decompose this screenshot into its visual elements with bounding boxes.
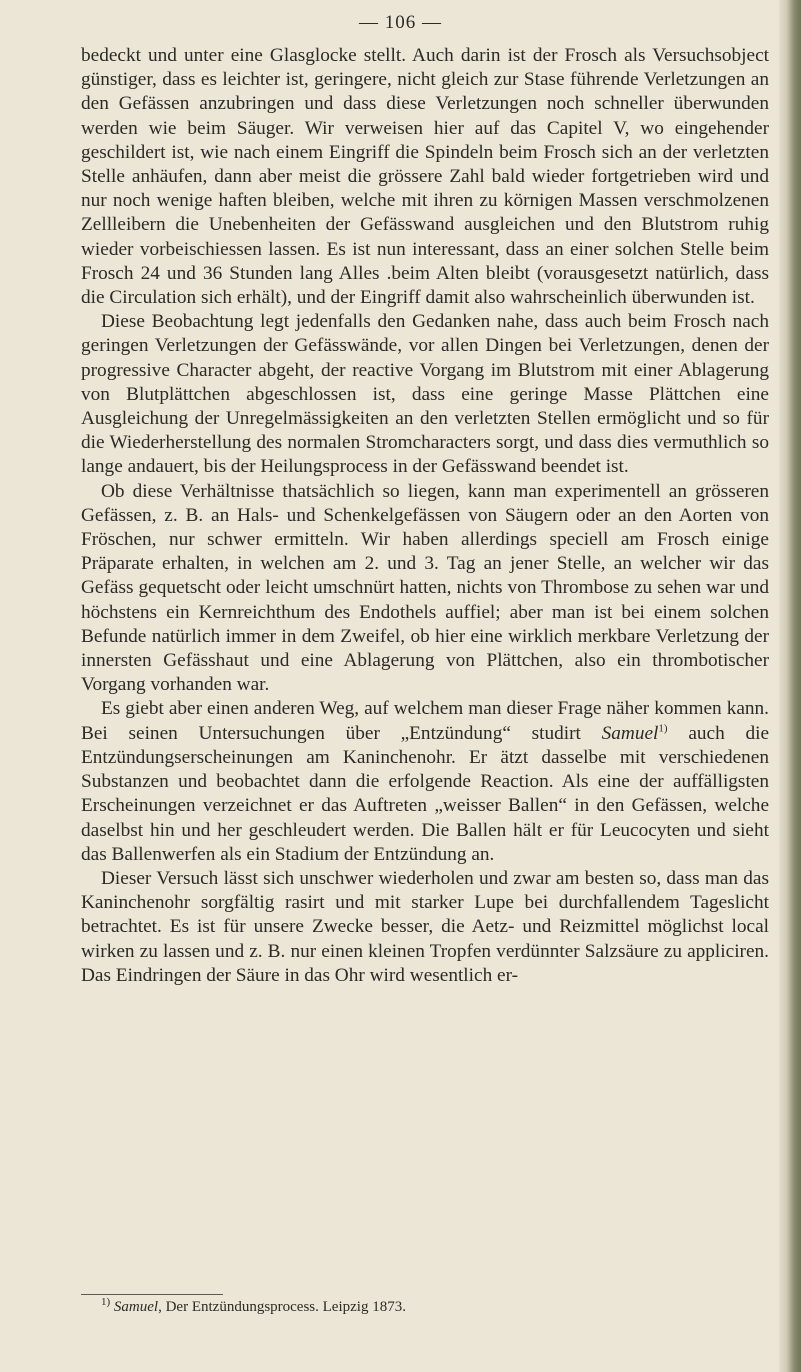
page-number: — 106 — <box>359 12 442 33</box>
footnote <box>101 1298 761 1316</box>
footnote-reference[interactable]: 1) <box>658 722 668 735</box>
page-edge-shadow <box>779 0 801 1372</box>
paragraph-5: Dieser Versuch lässt sich unschwer wiederholen und zwar am besten so, dass man das Kaninchenohr sorgfältig rasirt und mit starker Lupe bei durchfallendem Tageslicht betrachtet. Es ist für unsere Zwecke besser, die Aetz- und Reizmittel möglichst local wirken zu lassen und z. B. nur einen kleinen Tropfen verdünnter Salzsäure zu appliciren. Das Eindringen der Säure in das Ohr wird wesentlich er- <box>81 867 769 986</box>
cited-author: Samuel <box>601 722 659 744</box>
paragraph-4 <box>81 697 769 866</box>
footnote-author: Samuel <box>113 1299 159 1315</box>
paragraph-3: Ob diese Verhältnisse thatsächlich so liegen, kann man experimentell an grösseren Gefässen, z. B. an Hals- und Schenkelgefässen von Säugern oder an den Aorten von Fröschen, nur schwer ermitteln. Wir haben allerdings speciell am Frosch einige Präparate erhalten, in welchen am 2. und 3. Tag an jener Stelle, an welcher wir das Gefäss gequetscht oder leicht umschnürt hatten, nichts von Thrombose zu sehen war und höchstens ein Kernreichthum des Endothels auffiel; aber man ist bei einem solchen Befunde natürlich immer in dem Zweifel, ob hier eine wirklich merkbare Verletzung der innersten Gefässhaut und eine Ablagerung von Plättchen, also ein thrombotischer Vorgang vorhanden war. <box>81 480 769 696</box>
paragraph-2: Diese Beobachtung legt jedenfalls den Gedanken nahe, dass auch beim Frosch nach geringen Verletzungen der Gefässwände, vor allen Dingen bei Verletzungen, denen der progressive Character abgeht, der reactive Vorgang im Blutstrom mit einer Ablagerung von Blutplättchen abgeschlossen ist, dass eine geringe Masse Plättchen eine Ausgleichung der Unregelmässigkeiten an den verletzten Stellen ermöglicht und so für die Wiederherstellung des normalen Stromcharacters sorgt, und dass dies vermuthlich so lange andauert, bis der Heilungsprocess in der Gefässwand beendet ist. <box>81 311 769 478</box>
footnote-marker: 1) <box>101 1296 111 1308</box>
paragraph-1: bedeckt und unter eine Glasglocke stellt. Auch darin ist der Frosch als Versuchsobject günstiger, dass es leichter ist, geringere, nicht gleich zur Stase führende Verletzungen an den Gefässen anzubringen und dass diese Verletzungen noch schneller überwunden werden wie beim Säuger. Wir verweisen hier auf das Capitel V, wo eingehender geschildert ist, wie nach einem Eingriff die Spindeln beim Frosch sich an der verletzten Stelle anhäufen, dann aber meist die grössere Zahl bald wieder fortgetrieben wird und nur noch wenige haften bleiben, welche mit ihren zu körnigen Massen verschmolzenen Zellleibern die Unebenheiten der Gefässwand ausgleichen und den Blutstrom ruhig wieder vorbeischiessen lassen. Es ist nun interessant, dass an einer solchen Stelle beim Frosch 24 und 36 Stunden lang Alles .beim Alten bleibt (vorausgesetzt natürlich, dass die Circulation sich erhält), und der Eingriff damit also wahrscheinlich überwunden ist. <box>81 45 769 309</box>
paragraph-4-text-before: Es giebt aber einen anderen Weg, auf welchem man dieser Frage näher kommen kann. Bei seinen Untersuchungen über „Entzündung“ studirt <box>81 698 769 744</box>
footnote-text: , Der Entzündungsprocess. Leipzig 1873. <box>158 1299 406 1315</box>
paragraph-4-text-after: auch die Entzündungserscheinungen am Kaninchenohr. Er ätzt dasselbe mit verschiedenen Substanzen und beobachtet dann die erfolgende Reaction. Als eine der auffälligsten Erscheinungen verzeichnet er das Auftreten „weisser Ballen“ in den Gefässen, welche daselbst hin und her geschleudert werden. Die Ballen hält er für Leucocyten und sieht das Ballenwerfen als ein Stadium der Entzündung an. <box>81 722 769 865</box>
footnote-divider <box>81 1294 223 1295</box>
body-text <box>81 44 769 988</box>
